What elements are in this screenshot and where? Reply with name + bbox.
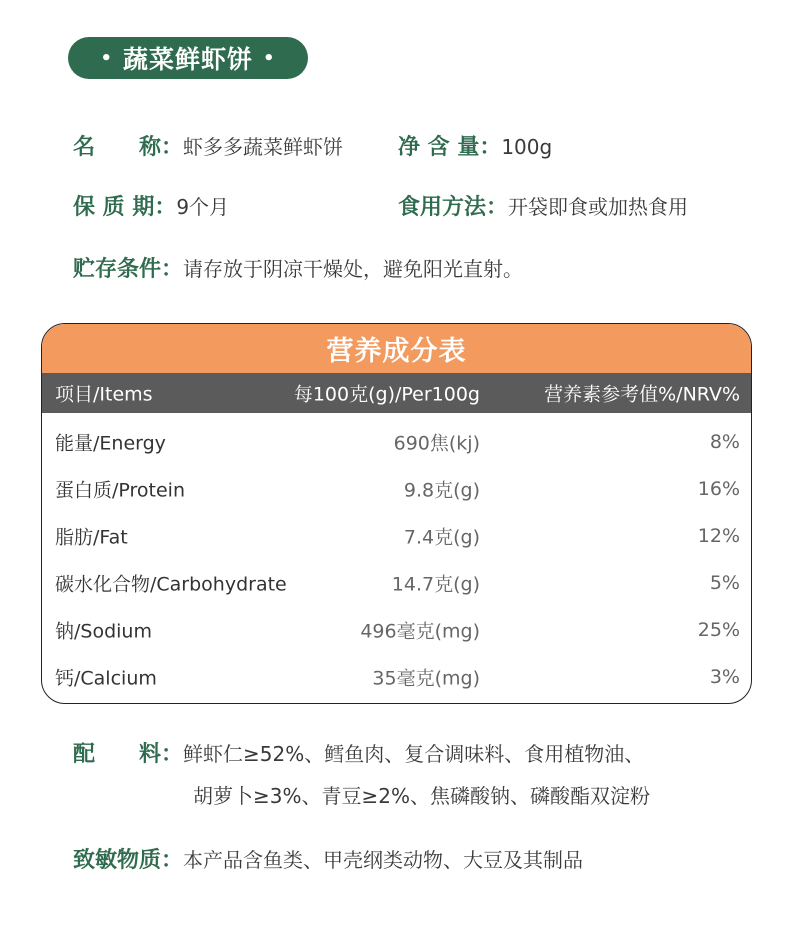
- item-nrv: 16%: [697, 477, 740, 500]
- nutrition-table: [41, 323, 752, 704]
- item-name: 碳水化合物/Carbohydrate: [55, 573, 287, 595]
- item-nrv: 12%: [697, 524, 740, 547]
- net-label: 净 含 量：: [398, 135, 502, 160]
- allergen-label: 致敏物质：: [73, 848, 184, 873]
- item-amount: 9.8克(g): [403, 479, 480, 501]
- nutrition-header-row: [42, 373, 751, 413]
- item-amount: 35毫克(mg): [372, 667, 480, 689]
- item-amount: 496毫克(mg): [360, 620, 480, 642]
- info-shelf-row: [73, 190, 229, 221]
- item-nrv: 25%: [697, 618, 740, 641]
- ingredients-label: 配 料：: [73, 742, 184, 767]
- info-name-row: [73, 130, 343, 161]
- title-dot-right: •: [263, 47, 276, 69]
- usage-value: 开袋即食或加热食用: [508, 195, 689, 219]
- item-name: 钙/Calcium: [55, 667, 157, 689]
- header-items: 项目/Items: [55, 383, 153, 406]
- product-title: 蔬菜鲜虾饼: [122, 45, 253, 74]
- item-nrv: 8%: [709, 430, 740, 453]
- product-title-badge: [68, 37, 308, 79]
- nutrition-row-protein: [42, 465, 751, 512]
- storage-value: 请存放于阴凉干燥处，避免阳光直射。: [183, 257, 524, 281]
- item-name: 脂肪/Fat: [55, 526, 128, 548]
- nutrition-row-sodium: [42, 606, 751, 653]
- info-storage-row: [73, 252, 523, 283]
- header-nrv: 营养素参考值%/NRV%: [544, 383, 740, 406]
- storage-label: 贮存条件：: [73, 257, 184, 282]
- item-name: 能量/Energy: [55, 432, 166, 454]
- info-usage-row: [398, 190, 688, 221]
- item-amount: 7.4克(g): [403, 526, 480, 548]
- usage-label: 食用方法：: [398, 195, 509, 220]
- header-per100g: 每100克(g)/Per100g: [293, 383, 480, 406]
- shelf-value: 9个月: [176, 195, 230, 219]
- ingredients-row-2: [193, 780, 650, 809]
- item-amount: 690焦(kj): [393, 432, 480, 454]
- shelf-label: 保 质 期：: [73, 195, 177, 220]
- item-name: 蛋白质/Protein: [55, 479, 186, 501]
- item-amount: 14.7克(g): [391, 573, 480, 595]
- allergen-row: [73, 843, 583, 874]
- nutrition-row-energy: [42, 418, 751, 465]
- title-dot-left: •: [100, 47, 113, 69]
- item-name: 钠/Sodium: [55, 620, 152, 642]
- ingredients-line2: 胡萝卜≥3%、青豆≥2%、焦磷酸钠、磷酸酯双淀粉: [193, 784, 650, 808]
- nutrition-row-carbohydrate: [42, 559, 751, 606]
- name-value: 虾多多蔬菜鲜虾饼: [183, 135, 344, 159]
- info-net-row: [398, 130, 552, 161]
- nutrition-title: 营养成分表: [42, 324, 751, 373]
- nutrition-row-calcium: [42, 653, 751, 700]
- item-nrv: 5%: [709, 571, 740, 594]
- item-nrv: 3%: [709, 665, 740, 688]
- allergen-value: 本产品含鱼类、甲壳纲类动物、大豆及其制品: [183, 848, 584, 872]
- net-value: 100g: [501, 135, 553, 159]
- nutrition-row-fat: [42, 512, 751, 559]
- ingredients-line1: 鲜虾仁≥52%、鳕鱼肉、复合调味料、食用植物油、: [183, 742, 645, 766]
- name-label: 名 称：: [73, 135, 184, 160]
- ingredients-row: [73, 737, 644, 768]
